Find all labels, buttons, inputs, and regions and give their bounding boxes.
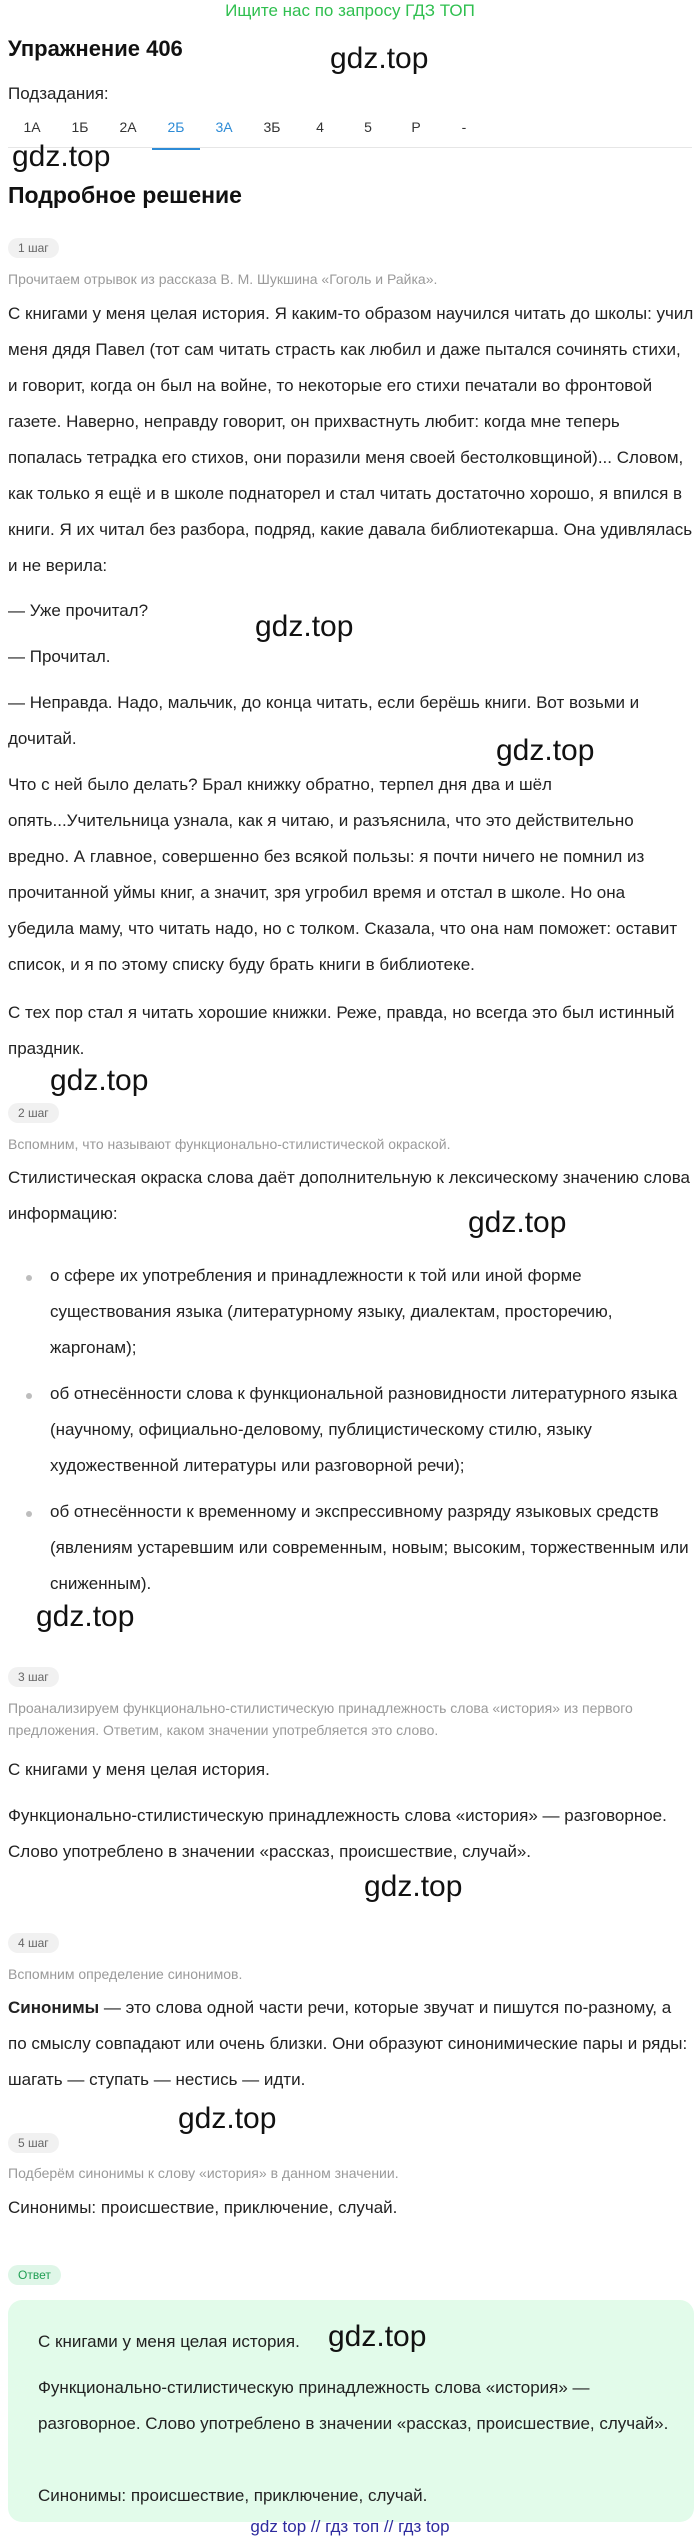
answer-badge: Ответ xyxy=(8,2265,61,2285)
step2-paragraph: Стилистическая окраска слова даёт дополнительную к лексическому значению слова информацию: xyxy=(8,1168,691,1223)
step-badge: 4 шаг xyxy=(8,1933,59,1953)
watermark: gdz.top xyxy=(12,140,111,173)
watermark: gdz.top xyxy=(178,2102,277,2135)
step4-paragraph xyxy=(8,1990,694,2098)
step-note: Проанализируем функционально-стилистическую принадлежность слова «история» из первого предложения. Ответим, каком значении употребляется это слово. xyxy=(8,1700,633,1738)
watermark: gdz.top xyxy=(496,734,595,767)
watermark: gdz.top xyxy=(36,1600,135,1633)
section-title: Подробное решение xyxy=(8,182,242,208)
tab-dash[interactable]: - xyxy=(461,119,467,135)
watermark: gdz.top xyxy=(328,2320,427,2353)
list-item: об отнесённости к временному и экспрессивному разряду языковых средств (явлениям устаревшим или современным, новым; высоким, торжественным или сниженным). xyxy=(50,1502,689,1593)
tab-r[interactable]: Р xyxy=(411,119,421,135)
step-badge: 2 шаг xyxy=(8,1103,59,1123)
watermark: gdz.top xyxy=(468,1206,567,1239)
step1-paragraph: — Неправда. Надо, мальчик, до конца читать, если берёшь книги. Вот возьми и дочитай. xyxy=(8,693,640,748)
step1-paragraph: С книгами у меня целая история. Я каким-то образом научился читать до школы: учил меня дядя Павел (тот сам читать страсть как любил и даже пытался сочинять стихи, и говорит, когда он был на войне, то некоторые его стихи печатали во фронтовой газете. Наверно, неправду говорит, он прихвастнуть любит: когда мне теперь попалась тетрадка его стихов, они поразили меня своей бестолковщиной)... Словом, как только я ещё и в школе поднаторел и стал читать достаточно хорошо, я впился в книги. Я их читал без разбора, подряд, какие давала библиотекарша. Она удивлялась и не верила: xyxy=(8,304,694,575)
tab-1b[interactable]: 1Б xyxy=(71,119,89,135)
step-note: Прочитаем отрывок из рассказа В. М. Шукшина «Гоголь и Райка». xyxy=(8,271,438,287)
step1-paragraph: — Уже прочитал? xyxy=(8,601,149,620)
tab-2a[interactable]: 2А xyxy=(119,119,137,135)
tabs-divider xyxy=(8,147,692,148)
list-item: о сфере их употребления и принадлежности к той или иной форме существования языка (литературному языку, диалектам, просторечию, жаргонам); xyxy=(50,1266,613,1357)
tab-2b[interactable]: 2Б xyxy=(152,112,200,150)
bullet-dot xyxy=(26,1511,32,1517)
step1-paragraph: Что с ней было делать? Брал книжку обратно, терпел дня два и шёл опять...Учительница узнала, как я читаю, и разъяснила, что это действительно вредно. А главное, совершенно без всякой пользы: я почти ничего не помнил из прочитанной уймы книг, а значит, зря угробил время и отстал в школе. Но она убедила маму, что читать надо, но с толком. Сказала, что она нам поможет: оставит список, и я по этому списку буду брать книги в библиотеке. xyxy=(8,775,678,974)
bullet-dot xyxy=(26,1393,32,1399)
watermark: gdz.top xyxy=(330,42,429,75)
subtasks-label: Подзадания: xyxy=(8,84,109,103)
tab-4[interactable]: 4 xyxy=(316,119,324,135)
step-note: Вспомним, что называют функционально-стилистической окраской. xyxy=(8,1136,451,1152)
top-banner[interactable]: Ищите нас по запросу ГДЗ ТОП xyxy=(225,1,475,20)
step-badge: 5 шаг xyxy=(8,2133,59,2153)
exercise-title: Упражнение 406 xyxy=(8,36,183,61)
step1-paragraph: — Прочитал. xyxy=(8,647,111,666)
step-badge: 1 шаг xyxy=(8,238,59,258)
step5-paragraph: Синонимы: происшествие, приключение, случай. xyxy=(8,2198,398,2217)
footer-links[interactable]: gdz top // гдз топ // гдз top xyxy=(250,2517,450,2536)
list-item: об отнесённости слова к функциональной разновидности литературного языка (научному, официально-деловому, публицистическому стилю, языку художественной литературы или разговорной речи); xyxy=(50,1384,678,1475)
answer-line: С книгами у меня целая история. xyxy=(38,2332,300,2351)
step-note: Вспомним определение синонимов. xyxy=(8,1966,243,1982)
tab-3b[interactable]: 3Б xyxy=(263,119,281,135)
term-synonyms: Синонимы xyxy=(8,1998,100,2017)
definition-text: — это слова одной части речи, которые звучат и пишутся по-разному, а по смыслу совпадают или очень близки. Они образуют синонимические пары и ряды: шагать — ступать — нестись — идти. xyxy=(8,1998,688,2089)
step3-paragraph: Функционально-стилистическую принадлежность слова «история» — разговорное. Слово употреблено в значении «рассказ, происшествие, случай». xyxy=(8,1806,667,1861)
step1-paragraph: С тех пор стал я читать хорошие книжки. Реже, правда, но всегда это был истинный праздник. xyxy=(8,1003,675,1058)
answer-line: Функционально-стилистическую принадлежность слова «история» — разговорное. Слово употреблено в значении «рассказ, происшествие, случай». xyxy=(38,2378,669,2433)
answer-line: Синонимы: происшествие, приключение, случай. xyxy=(38,2486,428,2505)
tab-5[interactable]: 5 xyxy=(364,119,372,135)
watermark: gdz.top xyxy=(364,1870,463,1903)
watermark: gdz.top xyxy=(255,610,354,643)
answer-box xyxy=(8,2300,694,2522)
tab-1a[interactable]: 1А xyxy=(23,119,41,135)
step3-paragraph: С книгами у меня целая история. xyxy=(8,1760,270,1779)
bullet-dot xyxy=(26,1275,32,1281)
watermark: gdz.top xyxy=(50,1064,149,1097)
step-badge: 3 шаг xyxy=(8,1667,59,1687)
step-note: Подберём синонимы к слову «история» в данном значении. xyxy=(8,2165,399,2181)
tab-3a[interactable]: 3А xyxy=(215,119,233,135)
